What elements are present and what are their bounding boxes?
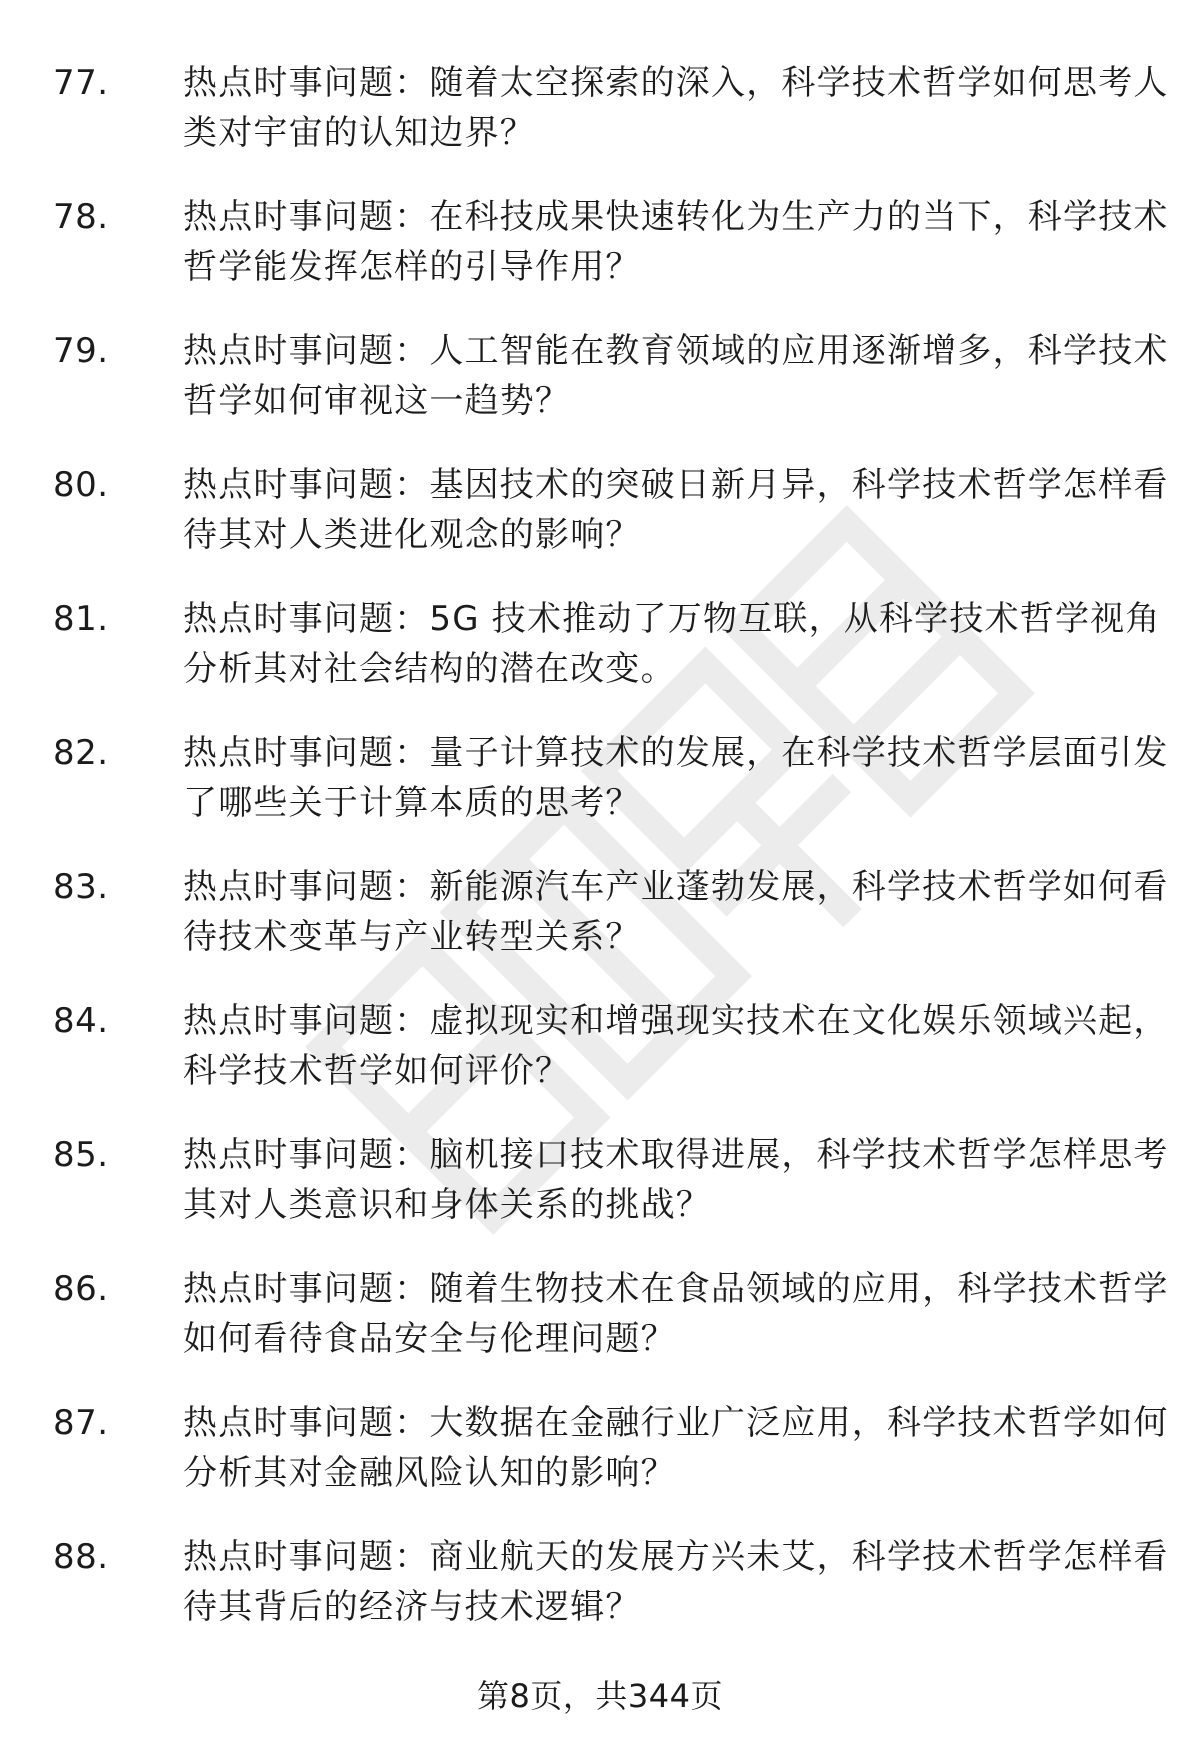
- question-number: 82.: [53, 733, 109, 773]
- question-item: [0, 326, 1200, 460]
- question-item: [0, 1130, 1200, 1264]
- question-item: [0, 1398, 1200, 1532]
- question-item: [0, 728, 1200, 862]
- question-number: 83.: [53, 867, 109, 907]
- question-number: 79.: [53, 331, 109, 371]
- question-item: [0, 996, 1200, 1130]
- question-item: [0, 58, 1200, 192]
- question-text: 热点时事问题：量子计算技术的发展，在科学技术哲学层面引发了哪些关于计算本质的思考？: [183, 733, 1169, 823]
- question-text: 热点时事问题：随着太空探索的深入，科学技术哲学如何思考人类对宇宙的认知边界？: [183, 63, 1169, 153]
- question-item: [0, 192, 1200, 326]
- question-item: [0, 594, 1200, 728]
- question-text: 热点时事问题：商业航天的发展方兴未艾，科学技术哲学怎样看待其背后的经济与技术逻辑？: [183, 1537, 1169, 1627]
- question-number: 80.: [53, 465, 109, 505]
- question-number: 87.: [53, 1403, 109, 1443]
- question-number: 88.: [53, 1537, 109, 1577]
- question-list: [0, 58, 1200, 1666]
- question-number: 81.: [53, 599, 109, 639]
- question-item: [0, 1532, 1200, 1666]
- question-text: 热点时事问题：人工智能在教育领域的应用逐渐增多，科学技术哲学如何审视这一趋势？: [183, 331, 1169, 421]
- question-item: [0, 460, 1200, 594]
- question-text: 热点时事问题：新能源汽车产业蓬勃发展，科学技术哲学如何看待技术变革与产业转型关系？: [183, 867, 1169, 957]
- question-text: 热点时事问题：脑机接口技术取得进展，科学技术哲学怎样思考其对人类意识和身体关系的挑战？: [183, 1135, 1169, 1225]
- page-footer: [0, 1674, 1200, 1718]
- question-item: [0, 1264, 1200, 1398]
- question-text: 热点时事问题：大数据在金融行业广泛应用，科学技术哲学如何分析其对金融风险认知的影响？: [183, 1403, 1169, 1493]
- question-number: 85.: [53, 1135, 109, 1175]
- question-number: 86.: [53, 1269, 109, 1309]
- question-text: 热点时事问题：5G 技术推动了万物互联，从科学技术哲学视角分析其对社会结构的潜在改变。: [183, 599, 1161, 689]
- question-text: 热点时事问题：在科技成果快速转化为生产力的当下，科学技术哲学能发挥怎样的引导作用？: [183, 197, 1169, 287]
- question-number: 84.: [53, 1001, 109, 1041]
- question-text: 热点时事问题：随着生物技术在食品领域的应用，科学技术哲学如何看待食品安全与伦理问题？: [183, 1269, 1169, 1359]
- question-number: 78.: [53, 197, 109, 237]
- question-number: 77.: [53, 63, 109, 103]
- question-text: 热点时事问题：虚拟现实和增强现实技术在文化娱乐领域兴起，科学技术哲学如何评价？: [183, 1001, 1169, 1091]
- question-item: [0, 862, 1200, 996]
- question-text: 热点时事问题：基因技术的突破日新月异，科学技术哲学怎样看待其对人类进化观念的影响？: [183, 465, 1169, 555]
- page-number-label: 第8页，共344页: [477, 1677, 723, 1715]
